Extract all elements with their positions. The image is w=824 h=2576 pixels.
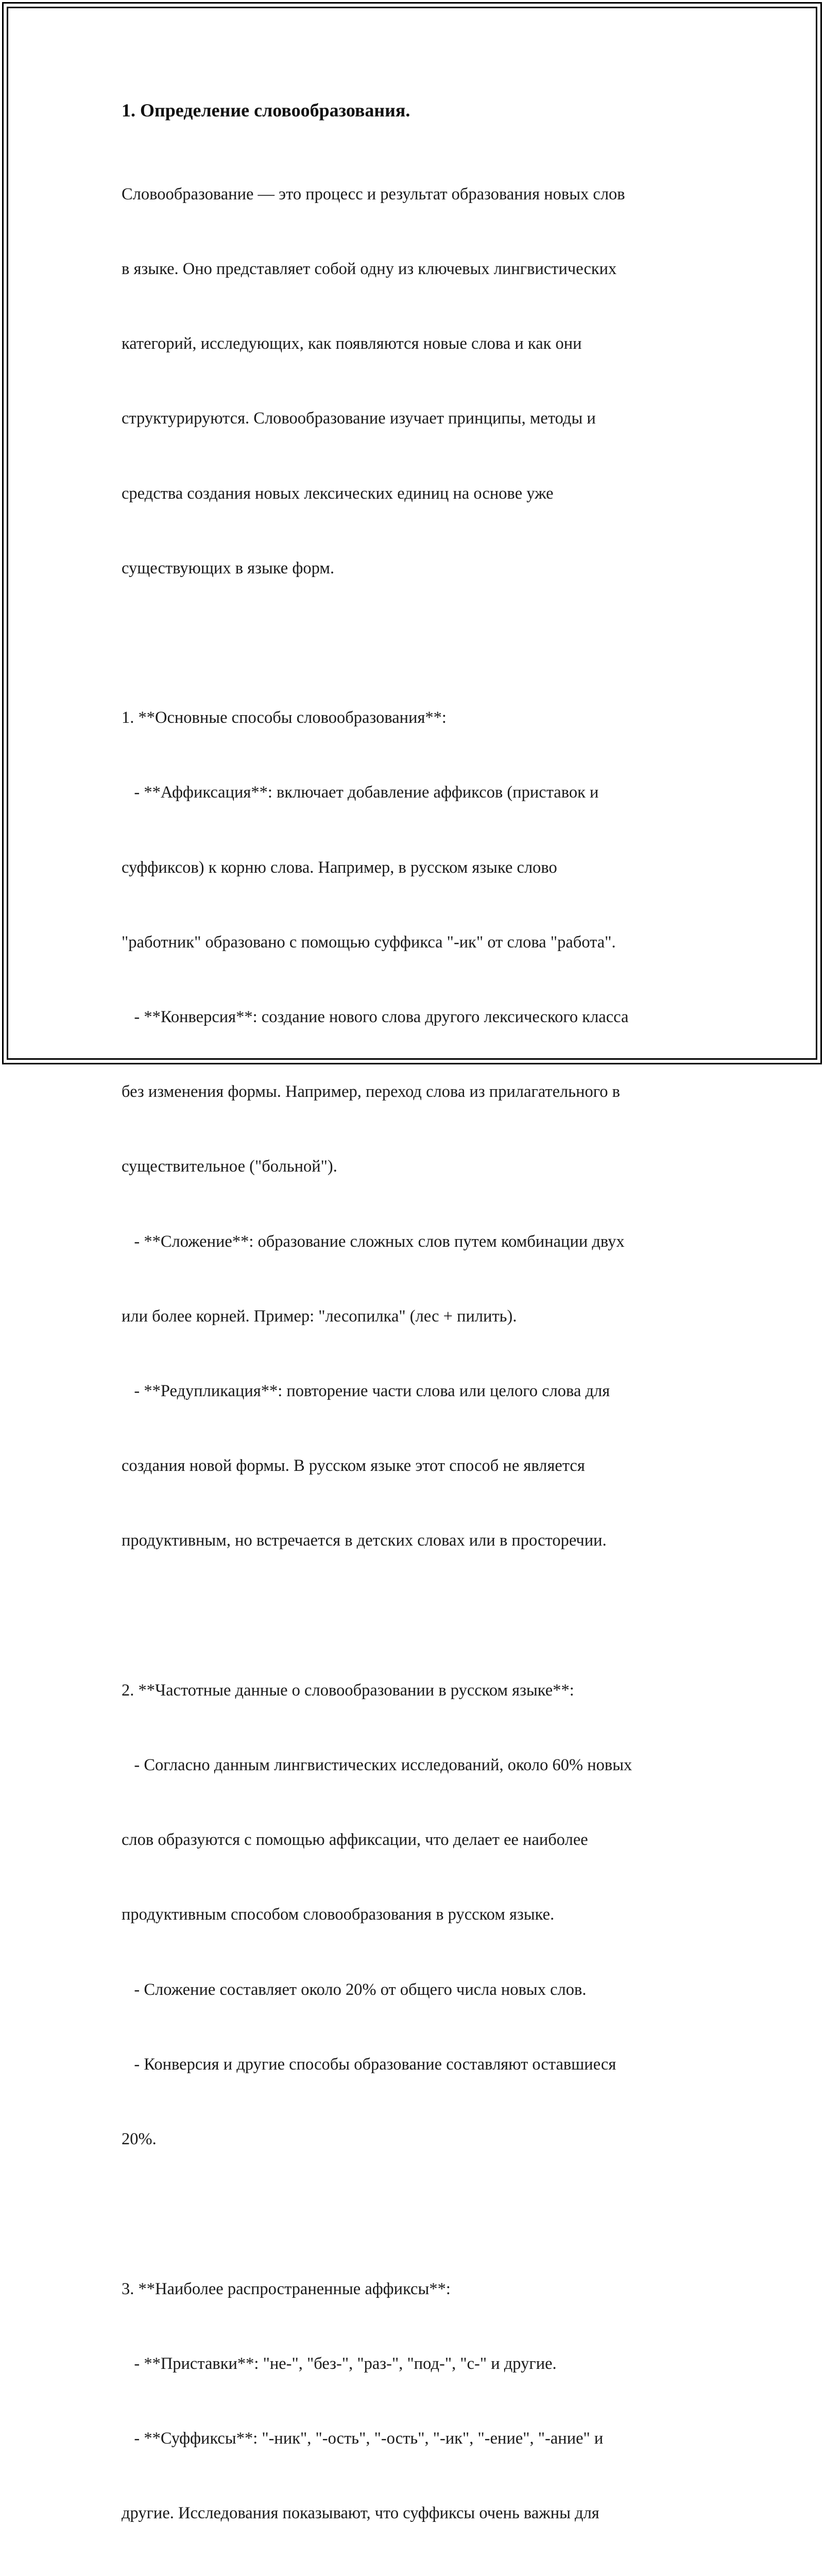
text-line: "работник" образовано с помощью суффикса "-ик" от слова "работа". (122, 933, 616, 952)
section-heading: 1. Определение словообразования. (122, 100, 410, 121)
list-item: - **Редупликация**: повторение части слова или целого слова для (122, 1382, 610, 1401)
text-line: структурируются. Словообразование изучает принципы, методы и (122, 409, 596, 428)
text-line: Словообразование — это процесс и результат образования новых слов (122, 184, 625, 204)
text-line: 20%. (122, 2130, 157, 2149)
blank-line (122, 631, 709, 655)
list-item: - **Конверсия**: создание нового слова другого лексического класса (122, 1008, 629, 1027)
text-line: в языке. Оно представляет собой одну из ключевых лингвистических (122, 260, 617, 279)
text-line: или более корней. Пример: "лесопилка" (лес + пилить). (122, 1307, 517, 1326)
text-line: другие. Исследования показывают, что суффиксы очень важны для (122, 2504, 599, 2523)
list-item: - **Приставки**: "не-", "без-", "раз-", "под-", "с-" и другие. (122, 2354, 557, 2373)
text-line: слов образуются с помощью аффиксации, что делает ее наиболее (122, 1831, 588, 1850)
list-item: - Сложение составляет около 20% от общего числа новых слов. (122, 1980, 587, 1999)
body-text (122, 132, 709, 2576)
text-line: категорий, исследующих, как появляются новые слова и как они (122, 334, 582, 353)
list-heading: 3. **Наиболее распространенные аффиксы**: (122, 2279, 451, 2298)
text-line: без изменения формы. Например, переход слова из прилагательного в (122, 1082, 620, 1101)
text-line: существующих в языке форм. (122, 558, 335, 578)
list-item: - **Сложение**: образование сложных слов путем комбинации двух (122, 1232, 625, 1251)
list-item: - Конверсия и другие способы образование составляют оставшиеся (122, 2055, 616, 2074)
text-line: суффиксов) к корню слова. Например, в русском языке слово (122, 858, 557, 877)
blank-line (122, 1603, 709, 1628)
list-heading: 2. **Частотные данные о словообразовании в русском языке**: (122, 1681, 574, 1700)
list-heading: 1. **Основные способы словообразования**: (122, 708, 447, 727)
list-item: - Согласно данным лингвистических исследований, около 60% новых (122, 1756, 632, 1775)
list-item: - **Аффиксация**: включает добавление аффиксов (приставок и (122, 783, 599, 802)
text-line: продуктивным, но встречается в детских словах или в просторечии. (122, 1531, 607, 1550)
text-line: существительное ("больной"). (122, 1157, 337, 1176)
blank-line (122, 2201, 709, 2226)
text-line: средства создания новых лексических единиц на основе уже (122, 484, 554, 503)
text-line: создания новой формы. В русском языке этот способ не является (122, 1456, 585, 1476)
list-item: - **Суффиксы**: "-ник", "-ость", "-ость", "-ик", "-ение", "-ание" и (122, 2429, 604, 2448)
text-line: продуктивным способом словообразования в русском языке. (122, 1905, 555, 1924)
document-body (122, 96, 709, 2576)
